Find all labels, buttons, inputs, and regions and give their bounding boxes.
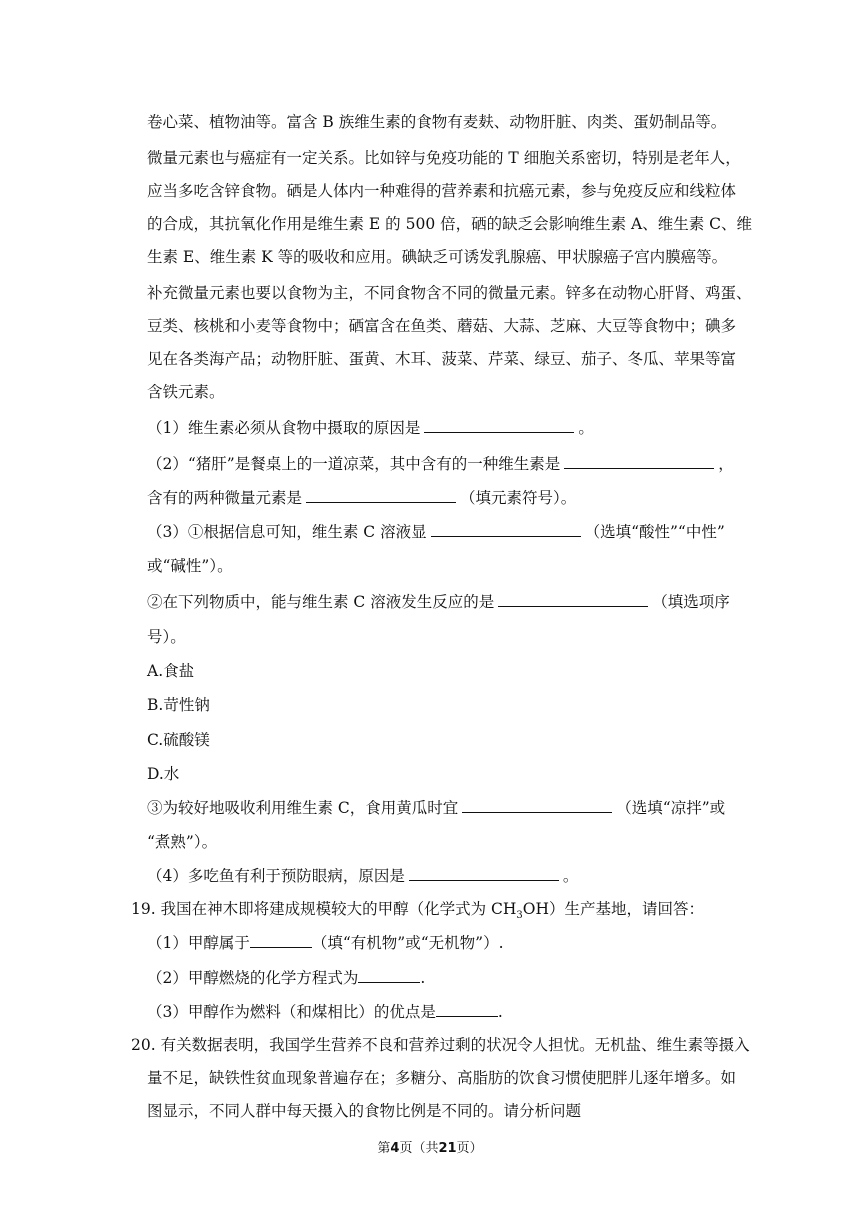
option-d: D.水 xyxy=(147,765,180,783)
answer-blank[interactable] xyxy=(358,968,420,983)
question-19-1: （1）甲醇属于 （填“有机物”或“无机物”）. xyxy=(147,934,504,952)
answer-blank[interactable] xyxy=(306,488,456,503)
question-3-3: ③为较好地吸收利用维生素 C，食用黄瓜时宜 （选填“凉拌”或 xyxy=(147,799,726,817)
option-c: C.硫酸镁 xyxy=(147,731,210,749)
option-b: B.苛性钠 xyxy=(147,696,210,714)
answer-blank[interactable] xyxy=(564,454,714,469)
answer-blank[interactable] xyxy=(498,592,648,607)
answer-blank[interactable] xyxy=(250,933,312,948)
paragraph-line: 卷心菜、植物油等。富含 B 族维生素的食物有麦麸、动物肝脏、肉类、蛋奶制品等。 xyxy=(147,113,727,131)
question-3-1: （3）①根据信息可知，维生素 C 溶液显 （选填“酸性”“中性” xyxy=(147,523,725,541)
answer-blank[interactable] xyxy=(431,522,581,537)
paragraph-line: 补充微量元素也要以食物为主，不同食物含不同的微量元素。锌多在动物心肝肾、鸡蛋、 xyxy=(147,284,752,302)
paragraph-line: 微量元素也与癌症有一定关系。比如锌与免疫功能的 T 细胞关系密切，特别是老年人， xyxy=(147,149,741,167)
question-2-cont: 含有的两种微量元素是 （填元素符号）。 xyxy=(147,489,577,507)
question-1: （1）维生素必须从食物中摄取的原因是 。 xyxy=(147,419,594,437)
paragraph-line: 豆类、核桃和小麦等食物中；硒富含在鱼类、蘑菇、大蒜、芝麻、大豆等食物中；碘多 xyxy=(147,317,737,335)
paragraph-line: 应当多吃含锌食物。硒是人体内一种难得的营养素和抗癌元素，参与免疫反应和线粒体 xyxy=(147,182,737,200)
option-a: A.食盐 xyxy=(147,662,195,680)
question-2: （2）“猪肝”是餐桌上的一道凉菜，其中含有的一种维生素是 ， xyxy=(147,455,734,473)
answer-blank[interactable] xyxy=(409,866,559,881)
paragraph-line: 的合成，其抗氧化作用是维生素 E 的 500 倍，硒的缺乏会影响维生素 A、维生素 C、维 xyxy=(147,215,753,233)
page-number: 4 xyxy=(390,1141,400,1156)
question-19-3: （3）甲醇作为燃料（和煤相比）的优点是 . xyxy=(147,1003,503,1021)
answer-blank[interactable] xyxy=(436,1002,498,1017)
paragraph-line: 生素 E、维生素 K 等的吸收和应用。碘缺乏可诱发乳腺癌、甲状腺癌子宫内膜癌等。 xyxy=(147,248,728,266)
question-number: 20. xyxy=(131,1036,156,1054)
paragraph-line: 图显示，不同人群中每天摄入的食物比例是不同的。请分析问题 xyxy=(147,1102,582,1120)
question-19: 19. 我国在神木即将建成规模较大的甲醇（化学式为 $CH_3OH$）生产基地，请回答： xyxy=(131,900,705,922)
question-4: （4）多吃鱼有利于预防眼病，原因是 。 xyxy=(147,867,579,885)
question-3-3-cont: “煮熟”）。 xyxy=(147,833,218,851)
answer-blank[interactable] xyxy=(462,798,612,813)
paragraph-line: 见在各类海产品；动物肝脏、蛋黄、木耳、菠菜、芹菜、绿豆、茄子、冬瓜、苹果等富 xyxy=(147,350,737,368)
question-19-2: （2）甲醇燃烧的化学方程式为 . xyxy=(147,969,426,987)
page-footer: 第4页（共21页） xyxy=(377,1141,483,1156)
answer-blank[interactable] xyxy=(424,418,574,433)
question-3-1-cont: 或“碱性”）。 xyxy=(147,557,233,575)
page-total: 21 xyxy=(438,1141,457,1156)
paragraph-line: 量不足，缺铁性贫血现象普遍存在；多糖分、高脂肪的饮食习惯使肥胖儿逐年增多。如 xyxy=(147,1069,737,1087)
paragraph-line: 含铁元素。 xyxy=(147,383,225,401)
question-3-2: ②在下列物质中，能与维生素 C 溶液发生反应的是 （填选项序 xyxy=(147,593,730,611)
question-20: 20. 有关数据表明，我国学生营养不良和营养过剩的状况令人担忧。无机盐、维生素等摄入 xyxy=(131,1036,750,1054)
question-number: 19. xyxy=(131,900,156,918)
question-3-2-cont: 号）。 xyxy=(147,628,186,646)
